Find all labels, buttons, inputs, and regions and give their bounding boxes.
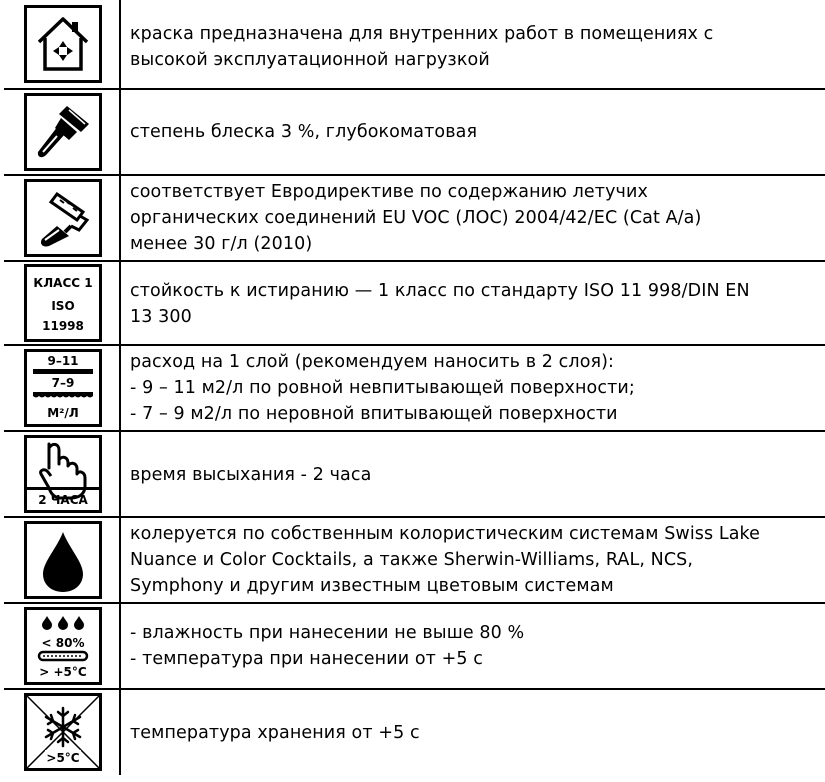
- row-text-line: колеруется по собственным колористическим системам Swiss Lake: [130, 524, 761, 544]
- row-text-line: менее 30 г/л (2010): [130, 234, 313, 254]
- table-row: [4, 0, 825, 88]
- row-text-line: 13 300: [130, 307, 192, 327]
- table-row: [4, 518, 825, 602]
- row-text-line: расход на 1 слой (рекомендуем наносить в 2 слоя):: [130, 352, 615, 372]
- table-row: [4, 690, 825, 775]
- table-row: [4, 90, 825, 174]
- abrasion-class-icon: [24, 264, 102, 342]
- icon-label: ISO: [51, 299, 75, 313]
- coverage-icon: [24, 349, 102, 427]
- row-text-line: - 7 – 9 м2/л по неровной впитывающей поверхности: [130, 404, 618, 424]
- row-text-line: органических соединений EU VOC (ЛОС) 2004/42/ЕС (Cat A/a): [130, 208, 702, 228]
- row-text-line: температура хранения от +5 с: [130, 723, 420, 743]
- row-text-line: соответствует Евродирективе по содержанию летучих: [130, 182, 648, 202]
- row-text-line: Nuance и Color Cocktails, а также Sherwin-Williams, RAL, NCS,: [130, 550, 694, 570]
- house-interior-icon: [24, 5, 102, 83]
- icon-label: 2 ЧАСА: [38, 493, 88, 507]
- icon-label: >5°C: [46, 751, 80, 765]
- storage-temperature-icon: [24, 693, 102, 771]
- drying-time-icon: [24, 435, 102, 513]
- row-text-line: краска предназначена для внутренних работ в помещениях с: [130, 24, 714, 44]
- row-text-line: высокой эксплуатационной нагрузкой: [130, 50, 490, 70]
- humidity-temperature-icon: [24, 607, 102, 685]
- row-text-line: - влажность при нанесении не выше 80 %: [130, 623, 525, 643]
- paint-roller-icon: [24, 179, 102, 257]
- icon-label: < 80%: [41, 636, 85, 650]
- table-row: [4, 604, 825, 688]
- icon-label: 9–11: [47, 354, 79, 368]
- table-row: [4, 262, 825, 344]
- row-text-line: время высыхания - 2 часа: [130, 465, 372, 485]
- table-row: [4, 432, 825, 516]
- table-row: [4, 176, 825, 260]
- icon-label: 7–9: [51, 376, 75, 390]
- row-text-line: стойкость к истиранию — 1 класс по стандарту ISO 11 998/DIN EN: [130, 281, 750, 301]
- table-row: [4, 346, 825, 430]
- row-text-line: - температура при нанесении от +5 с: [130, 649, 483, 669]
- row-text-line: степень блеска 3 %, глубокоматовая: [130, 122, 478, 142]
- row-text-line: - 9 – 11 м2/л по ровной невпитывающей поверхности;: [130, 378, 635, 398]
- tinting-drop-icon: [24, 521, 102, 599]
- icon-label: 11998: [42, 319, 84, 333]
- icon-label: > +5°C: [39, 665, 87, 679]
- paint-brush-icon: [24, 93, 102, 171]
- icon-label: КЛАСС 1: [33, 276, 93, 290]
- icon-label: М²/Л: [47, 406, 79, 420]
- row-text-line: Symphony и другим известным цветовым системам: [130, 576, 614, 596]
